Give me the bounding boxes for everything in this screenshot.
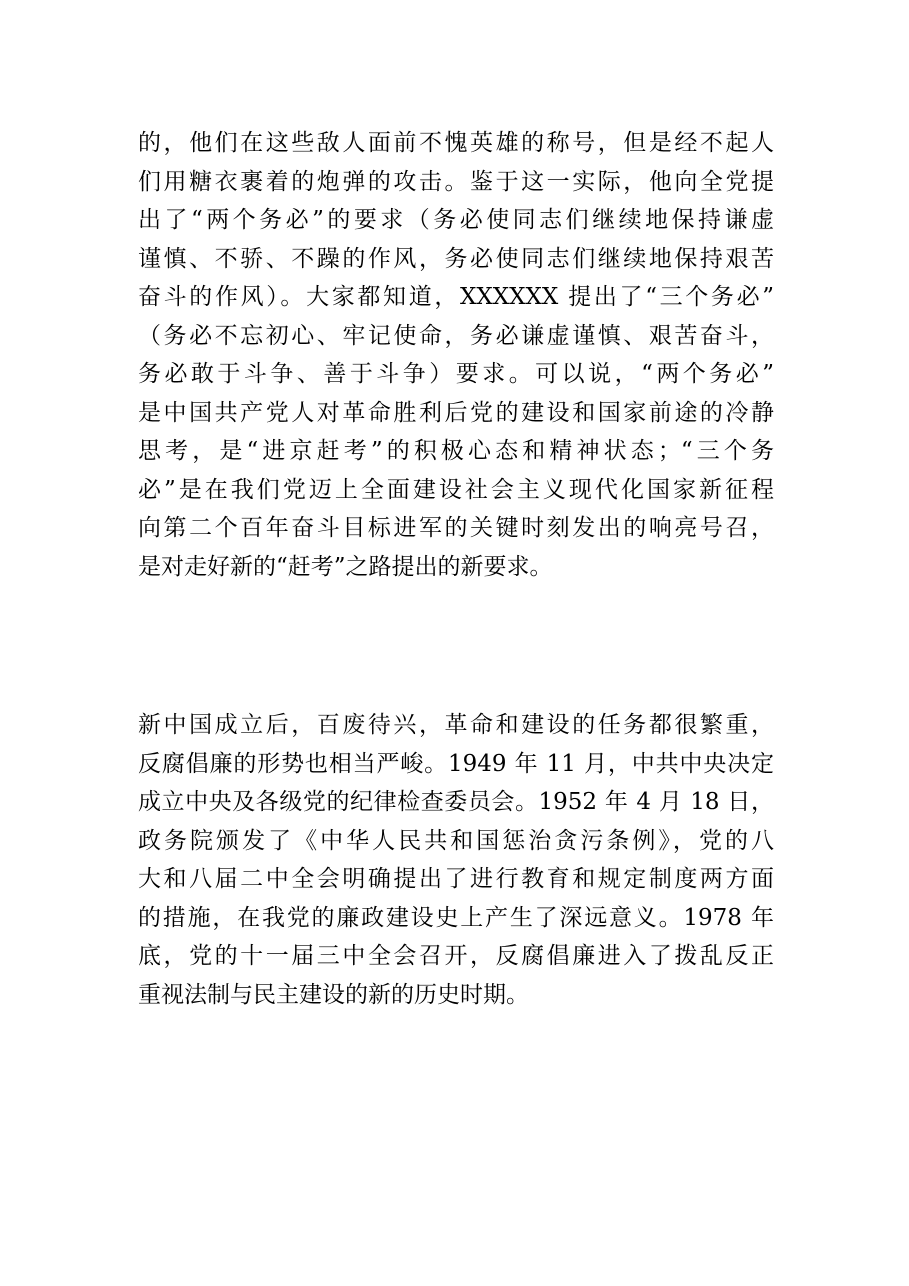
paragraph-1-line: 们用糖衣裹着的炮弹的攻击。鉴于这一实际，他向全党提 [138,168,774,195]
paragraph-2-line: 新中国成立后，百废待兴，革命和建设的任务都很繁重， [138,712,774,738]
paragraph-2-line: 成立中央及各级党的纪律检查委员会。1952 年 4 月 18 日， [138,789,774,815]
paragraph-1-line: （务必不忘初心、牢记使命，务必谦虚谨慎、艰苦奋斗， [138,322,774,349]
paragraph-2-line: 重视法制与民主建设的新的历史时期。 [138,981,529,1008]
paragraph-1 [138,124,774,586]
paragraph-1-line: 出了“两个务必”的要求（务必使同志们继续地保持谦虚 [138,207,774,233]
paragraph-2 [138,706,774,1014]
paragraph-1-line: 奋斗的作风）。大家都知道，XXXXXX 提出了“三个务必” [138,284,774,310]
paragraph-1-line: 思考，是“进京赶考”的积极心态和精神状态；“三个务 [138,438,774,464]
paragraph-1-line: 的，他们在这些敌人面前不愧英雄的称号，但是经不起人 [138,130,774,156]
paragraph-1-line: 是对走好新的“赶考”之路提出的新要求。 [138,553,553,580]
paragraph-2-line: 大和八届二中全会明确提出了进行教育和规定制度两方面 [138,866,774,892]
paragraph-1-line: 是中国共产党人对革命胜利后党的建设和国家前途的冷静 [138,399,774,426]
paragraph-2-line: 的措施，在我党的廉政建设史上产生了深远意义。1978 年 [138,904,774,931]
paragraph-2-line: 底，党的十一届三中全会召开，反腐倡廉进入了拨乱反正 [138,943,774,969]
paragraph-2-line: 政务院颁发了《中华人民共和国惩治贪污条例》，党的八 [138,827,774,854]
paragraph-2-line: 反腐倡廉的形势也相当严峻。1949 年 11 月，中共中央决定 [138,750,774,777]
paragraph-1-line: 谨慎、不骄、不躁的作风，务必使同志们继续地保持艰苦 [138,245,774,272]
paragraph-1-line: 必”是在我们党迈上全面建设社会主义现代化国家新征程 [138,476,774,503]
paragraph-1-line: 务必敢于斗争、善于斗争）要求。可以说，“两个务必” [138,361,774,387]
paragraph-1-line: 向第二个百年奋斗目标进军的关键时刻发出的响亮号召， [138,515,774,541]
